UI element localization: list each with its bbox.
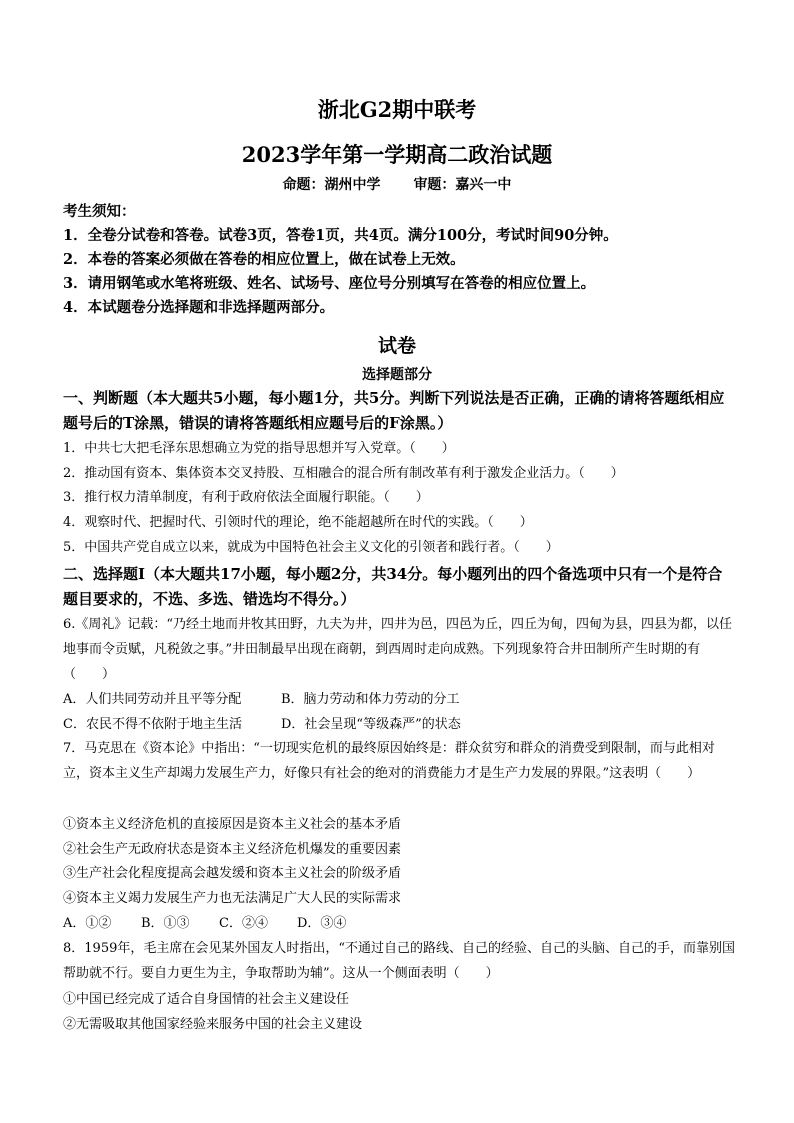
q7-statement-4: ④资本主义竭力发展生产力也无法满足广大人民的实际需求	[63, 891, 402, 906]
q6-option-b: B．脑力劳动和体力劳动的分工	[281, 692, 460, 707]
paper-title: 试卷	[377, 335, 416, 357]
q6-option-a: A．人们共同劳动并且平等分配	[63, 692, 242, 707]
author-line	[0, 174, 794, 194]
judge-question-5: 5．中国共产党自成立以来，就成为中国特色社会主义文化的引领者和践行者。（ ）	[63, 540, 559, 555]
notice-item-1: 1．全卷分试卷和答卷。试卷3页，答卷1页，共4页。满分100分，考试时间90分钟。	[63, 227, 618, 244]
exam-subtitle: 2023学年第一学期高二政治试题	[241, 142, 553, 167]
q6-option-d: D．社会呈现“等级森严”的状态	[281, 717, 461, 732]
q7-statement-1: ①资本主义经济危机的直接原因是资本主义社会的基本矛盾	[63, 817, 402, 832]
choice-question-8: 8．1959年，毛主席在会见某外国友人时指出，“不通过自己的路线、自己的经验、自己的头脑、自己的手，而靠别国帮助就不行。要自力更生为主，争取帮助为辅”。这从一个侧面表明（ ）	[63, 941, 736, 981]
section1-heading: 一、判断题（本大题共5小题，每小题1分，共5分。判断下列说法是否正确，正确的请将答题纸相应题号后的T涂黑，错误的请将答题纸相应题号后的F涂黑。）	[63, 389, 725, 432]
notice-item-2: 2．本卷的答案必须做在答卷的相应位置上，做在试卷上无效。	[63, 251, 465, 268]
notice-title: 考生须知：	[63, 203, 136, 220]
judge-question-1: 1．中共七大把毛泽东思想确立为党的指导思想并写入党章。（ ）	[63, 441, 455, 456]
q7-statement-3: ③生产社会化程度提高会越发缓和资本主义社会的阶级矛盾	[63, 866, 402, 881]
q7-option-c: C．②④	[219, 916, 268, 931]
q7-option-a: A．①②	[63, 916, 112, 931]
notice-item-3: 3．请用钢笔或水笔将班级、姓名、试场号、座位号分别填写在答卷的相应位置上。	[63, 275, 596, 292]
part-title: 选择题部分	[362, 367, 432, 383]
q6-option-c: C．农民不得不依附于地主生活	[63, 717, 242, 732]
judge-question-2: 2．推动国有资本、集体资本交叉持股、互相融合的混合所有制改革有利于激发企业活力。（ ）	[63, 466, 624, 481]
q7-option-b: B．①③	[141, 916, 190, 931]
section2-heading: 二、选择题Ⅰ（本大题共17小题，每小题2分，共34分。每小题列出的四个备选项中只有一个是符合题目要求的，不选、多选、错选均不得分。）	[63, 565, 723, 608]
q7-statement-2: ②社会生产无政府状态是资本主义经济危机爆发的重要因素	[63, 842, 402, 857]
q7-option-d: D．③④	[297, 916, 347, 931]
q8-statement-2: ②无需吸取其他国家经验来服务中国的社会主义建设	[63, 1017, 363, 1032]
choice-question-7: 7．马克思在《资本论》中指出：“一切现实危机的最终原因始终是：群众贫穷和群众的消费受到限制，而与此相对立，资本主义生产却竭力发展生产力，好像只有社会的绝对的消费能力才是生产力发展的界限。”这表明（ ）	[63, 741, 715, 781]
exam-title: 浙北G2期中联考	[317, 97, 477, 122]
q8-statement-1: ①中国已经完成了适合自身国情的社会主义建设任	[63, 992, 350, 1007]
reviewer-label: 审题：嘉兴一中	[413, 177, 512, 193]
author-label: 命题：湖州中学	[282, 177, 381, 193]
notice-item-4: 4．本试题卷分选择题和非选择题两部分。	[63, 299, 335, 316]
judge-question-4: 4．观察时代、把握时代、引领时代的理论，绝不能超越所在时代的实践。（ ）	[63, 515, 533, 530]
choice-question-6: 6.《周礼》记载：“乃经土地而井牧其田野，九夫为井，四井为邑，四邑为丘，四丘为甸，四甸为县，四县为都，以任地事而令贡赋，凡税敛之事。”井田制最早出现在商朝，到西周时走向成熟。下列现象符合井田制所产生时期的有（ ）	[63, 617, 733, 682]
judge-question-3: 3．推行权力清单制度，有利于政府依法全面履行职能。（ ）	[63, 490, 429, 505]
